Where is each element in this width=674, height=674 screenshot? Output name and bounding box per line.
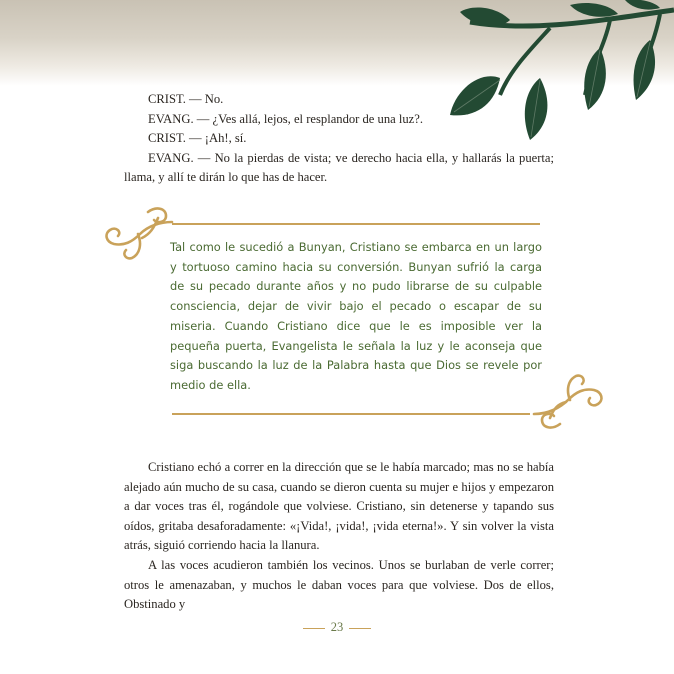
- callout-bottom-rule: [172, 413, 530, 415]
- dialogue-line: CRIST. — ¡Ah!, sí.: [148, 131, 247, 146]
- folio-dash-left: [303, 628, 325, 629]
- body-paragraph: A las voces acudieron también los vecinos. Unos se burlaban de verle correr; otros le amenazaban, y muchos le daban voces para que volviese. Dos de ellos, Obstinado y: [124, 557, 554, 612]
- dialogue-line: CRIST. — No.: [148, 92, 224, 106]
- page-number-text: 23: [330, 620, 344, 634]
- body-text: [124, 458, 554, 615]
- dialogue-section: [124, 90, 554, 188]
- callout-top-rule: [172, 223, 540, 225]
- gold-flourish-icon: [528, 368, 608, 438]
- gold-flourish-icon: [100, 204, 180, 266]
- dialogue-line: EVANG. — No la pierdas de vista; ve derecho hacia ella, y hallarás la puerta; llama, y allí te dirán lo que has de hacer.: [124, 150, 554, 185]
- folio-dash-right: [349, 628, 371, 629]
- callout-text: Tal como le sucedió a Bunyan, Cristiano se embarca en un largo y tortuoso camino hacia su conversión. Bunyan sufrió la carga de su pecado durante años y no pudo librarse de su culpable consciencia, dejar de vivir bajo el pecado o escapar de su miseria. Cuando Cristiano dice que le es imposible ver la pequeña puerta, Evangelista le señala la luz y le aconseja que siga buscando la luz de la Palabra hasta que Dios se revele por medio de ella.: [170, 240, 542, 392]
- page-number: [0, 620, 674, 635]
- body-paragraph: Cristiano echó a correr en la dirección que se le había marcado; mas no se había alejado aún mucho de su casa, cuando se dieron cuenta su mujer e hijos y empezaron a dar voces tras él, rogándole que volviese. Cristiano, sin detenerse y tapando sus oídos, gritaba desaforadamente: «¡Vida!, ¡vida!, ¡vida eterna!». Y sin volver la vista atrás, siguió corriendo hacia la llanura.: [124, 460, 554, 553]
- dialogue-line: EVANG. — ¿Ves allá, lejos, el resplandor de una luz?.: [148, 111, 424, 126]
